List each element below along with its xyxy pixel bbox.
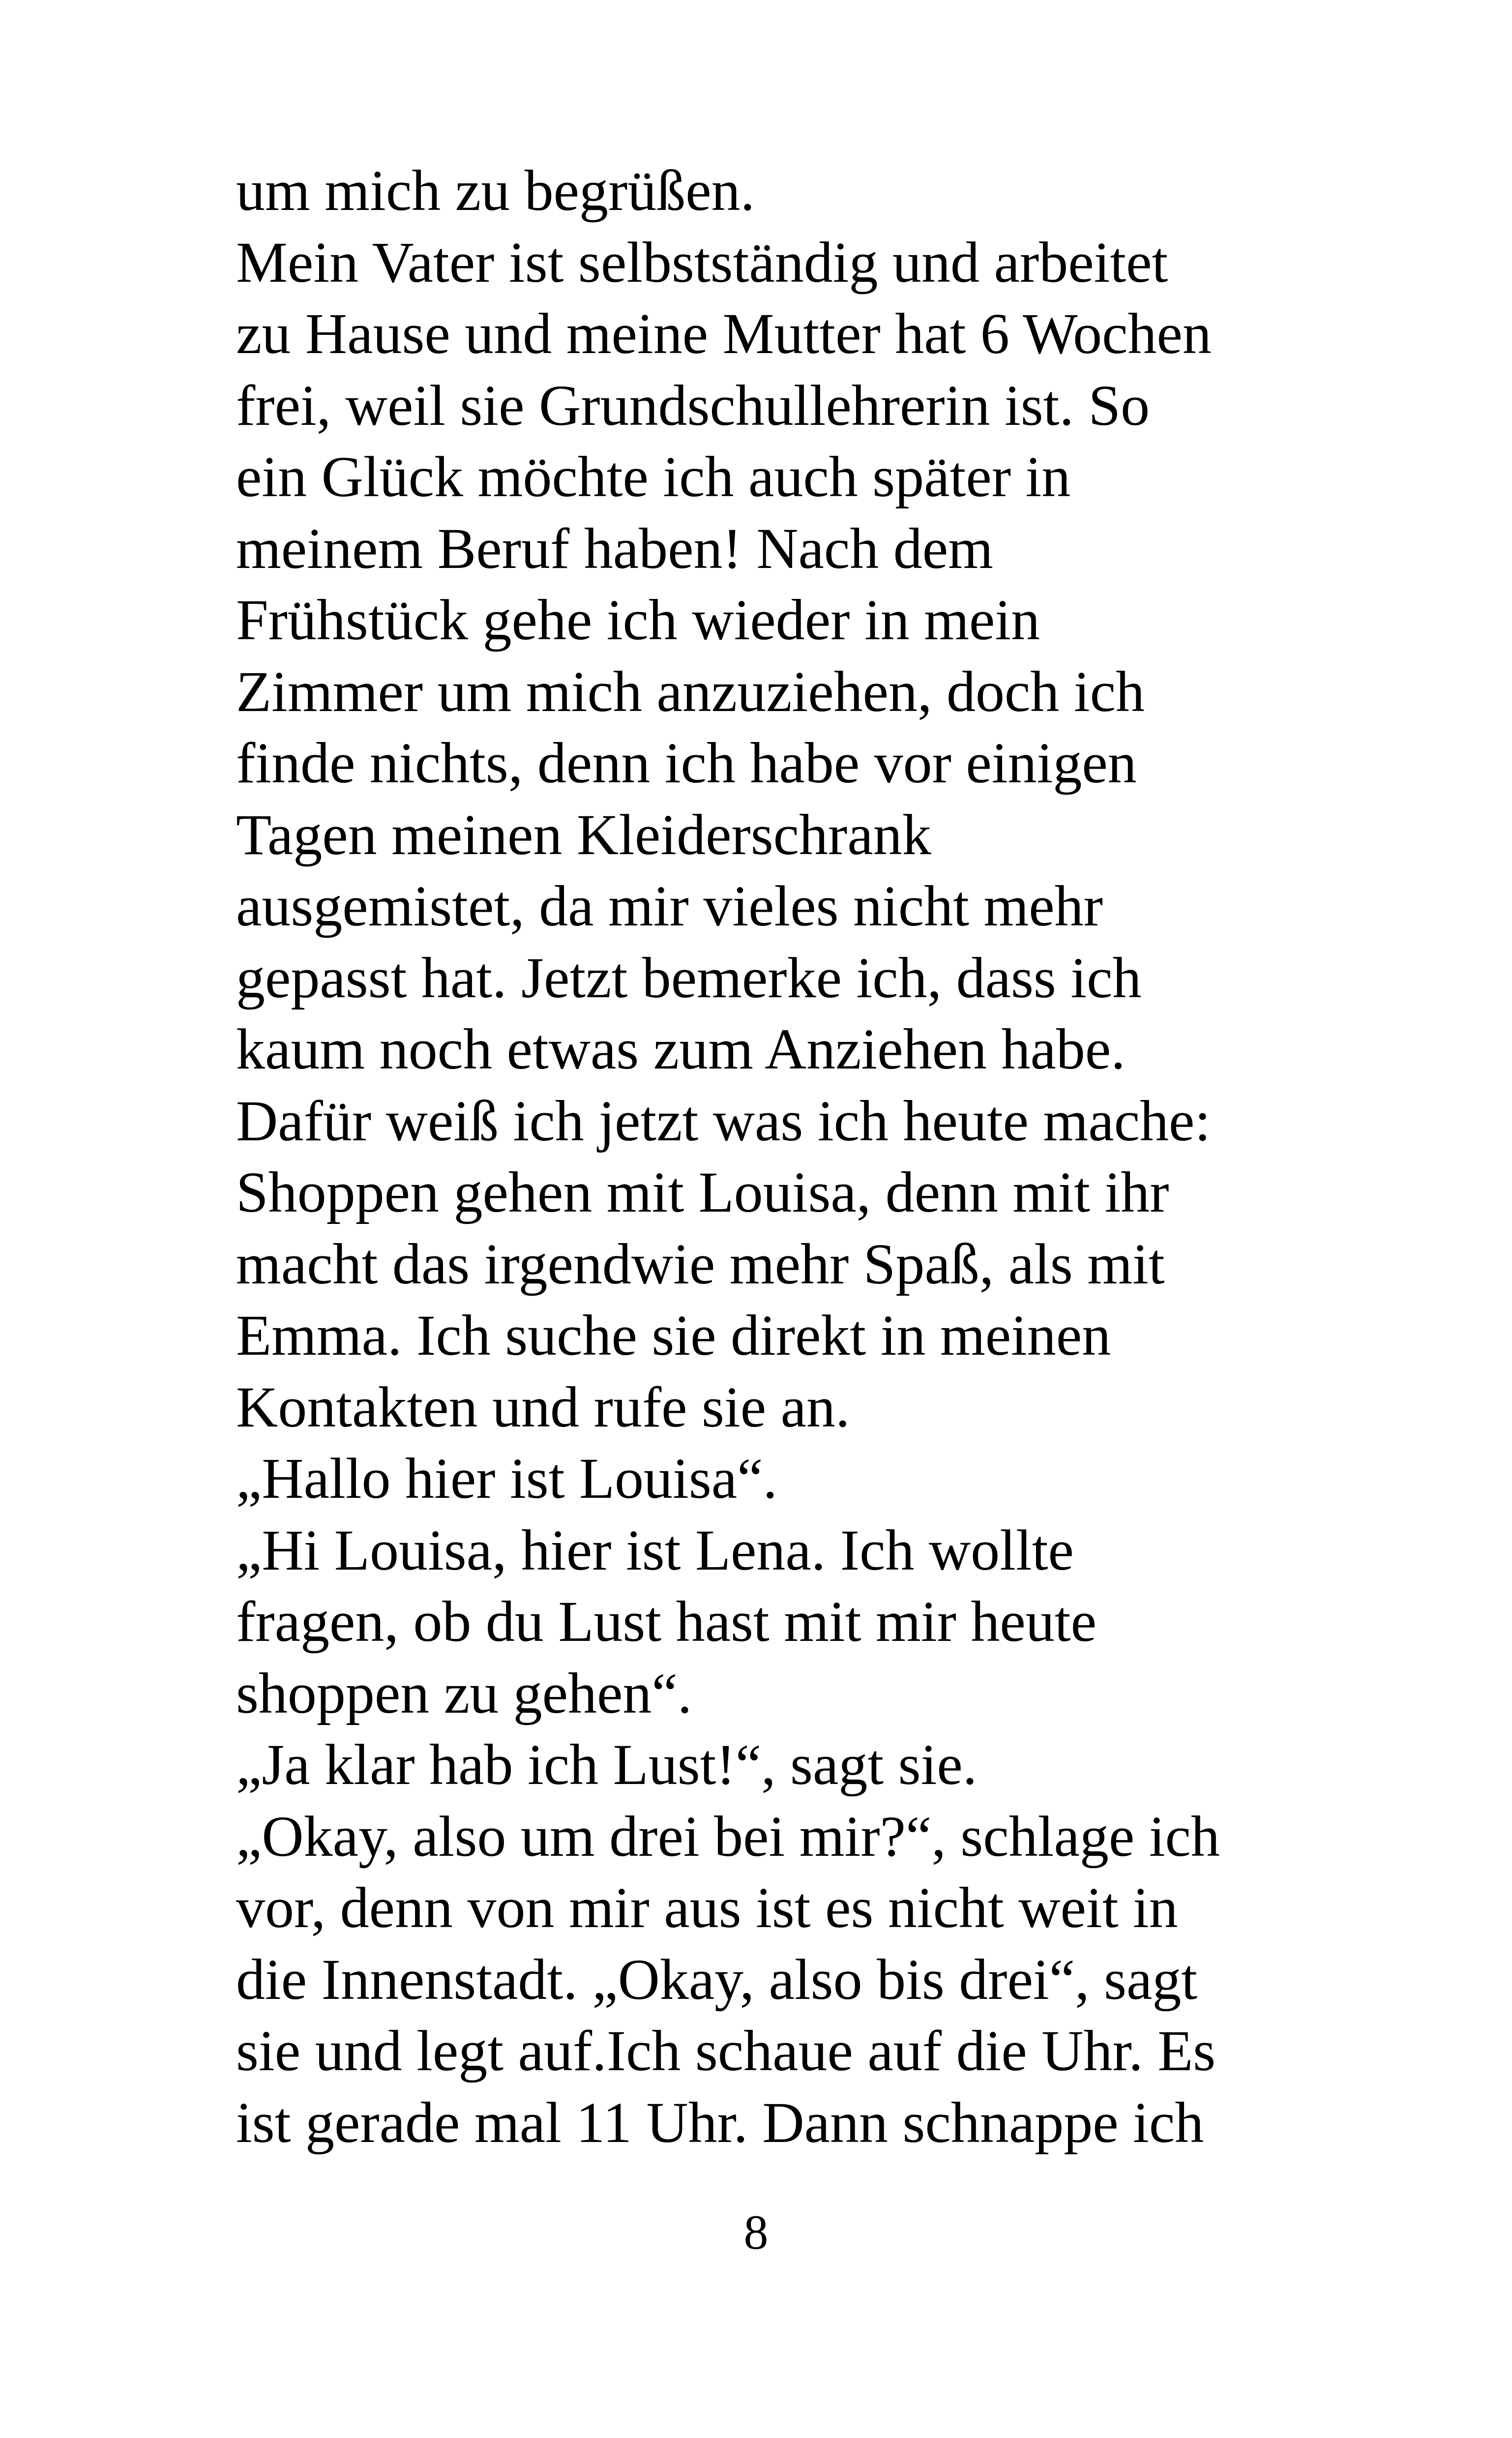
text-line: die Innenstadt. „Okay, also bis drei“, sagt	[236, 1947, 1198, 2012]
text-line: „Ja klar hab ich Lust!“, sagt sie.	[236, 1732, 978, 1797]
text-line: Mein Vater ist selbstständig und arbeitet	[236, 230, 1168, 295]
text-line: ausgemistet, da mir vieles nicht mehr	[236, 874, 1103, 938]
text-line: Tagen meinen Kleiderschrank	[236, 802, 931, 867]
text-line: shoppen zu gehen“.	[236, 1661, 692, 1725]
text-line: frei, weil sie Grundschullehrerin ist. So	[236, 373, 1150, 438]
body-text	[236, 155, 1318, 2158]
text-line: Dafür weiß ich jetzt was ich heute mache:	[236, 1088, 1211, 1153]
text-line: zu Hause und meine Mutter hat 6 Wochen	[236, 301, 1212, 366]
text-line: Zimmer um mich anzuziehen, doch ich	[236, 659, 1145, 724]
text-line: „Hi Louisa, hier ist Lena. Ich wollte	[236, 1517, 1074, 1582]
text-line: macht das irgendwie mehr Spaß, als mit	[236, 1231, 1165, 1296]
text-line: Shoppen gehen mit Louisa, denn mit ihr	[236, 1160, 1169, 1224]
text-line: „Okay, also um drei bei mir?“, schlage ich	[236, 1804, 1220, 1869]
text-line: Emma. Ich suche sie direkt in meinen	[236, 1303, 1111, 1368]
text-line: vor, denn von mir aus ist es nicht weit in	[236, 1875, 1178, 1940]
text-line: um mich zu begrüßen.	[236, 158, 755, 223]
text-line: „Hallo hier ist Louisa“.	[236, 1446, 778, 1511]
text-line: Kontakten und rufe sie an.	[236, 1374, 850, 1439]
text-line: gepasst hat. Jetzt bemerke ich, dass ich	[236, 945, 1142, 1010]
text-line: sie und legt auf.Ich schaue auf die Uhr. Es	[236, 2019, 1216, 2083]
text-line: ist gerade mal 11 Uhr. Dann schnappe ich	[236, 2090, 1204, 2155]
text-line: meinem Beruf haben! Nach dem	[236, 516, 993, 581]
page-number: 8	[743, 2205, 769, 2260]
text-line: Frühstück gehe ich wieder in mein	[236, 588, 1040, 652]
text-line: finde nichts, denn ich habe vor einigen	[236, 731, 1137, 795]
text-line: ein Glück möchte ich auch später in	[236, 445, 1071, 509]
text-line: fragen, ob du Lust hast mit mir heute	[236, 1589, 1097, 1654]
text-line: kaum noch etwas zum Anziehen habe.	[236, 1017, 1126, 1081]
